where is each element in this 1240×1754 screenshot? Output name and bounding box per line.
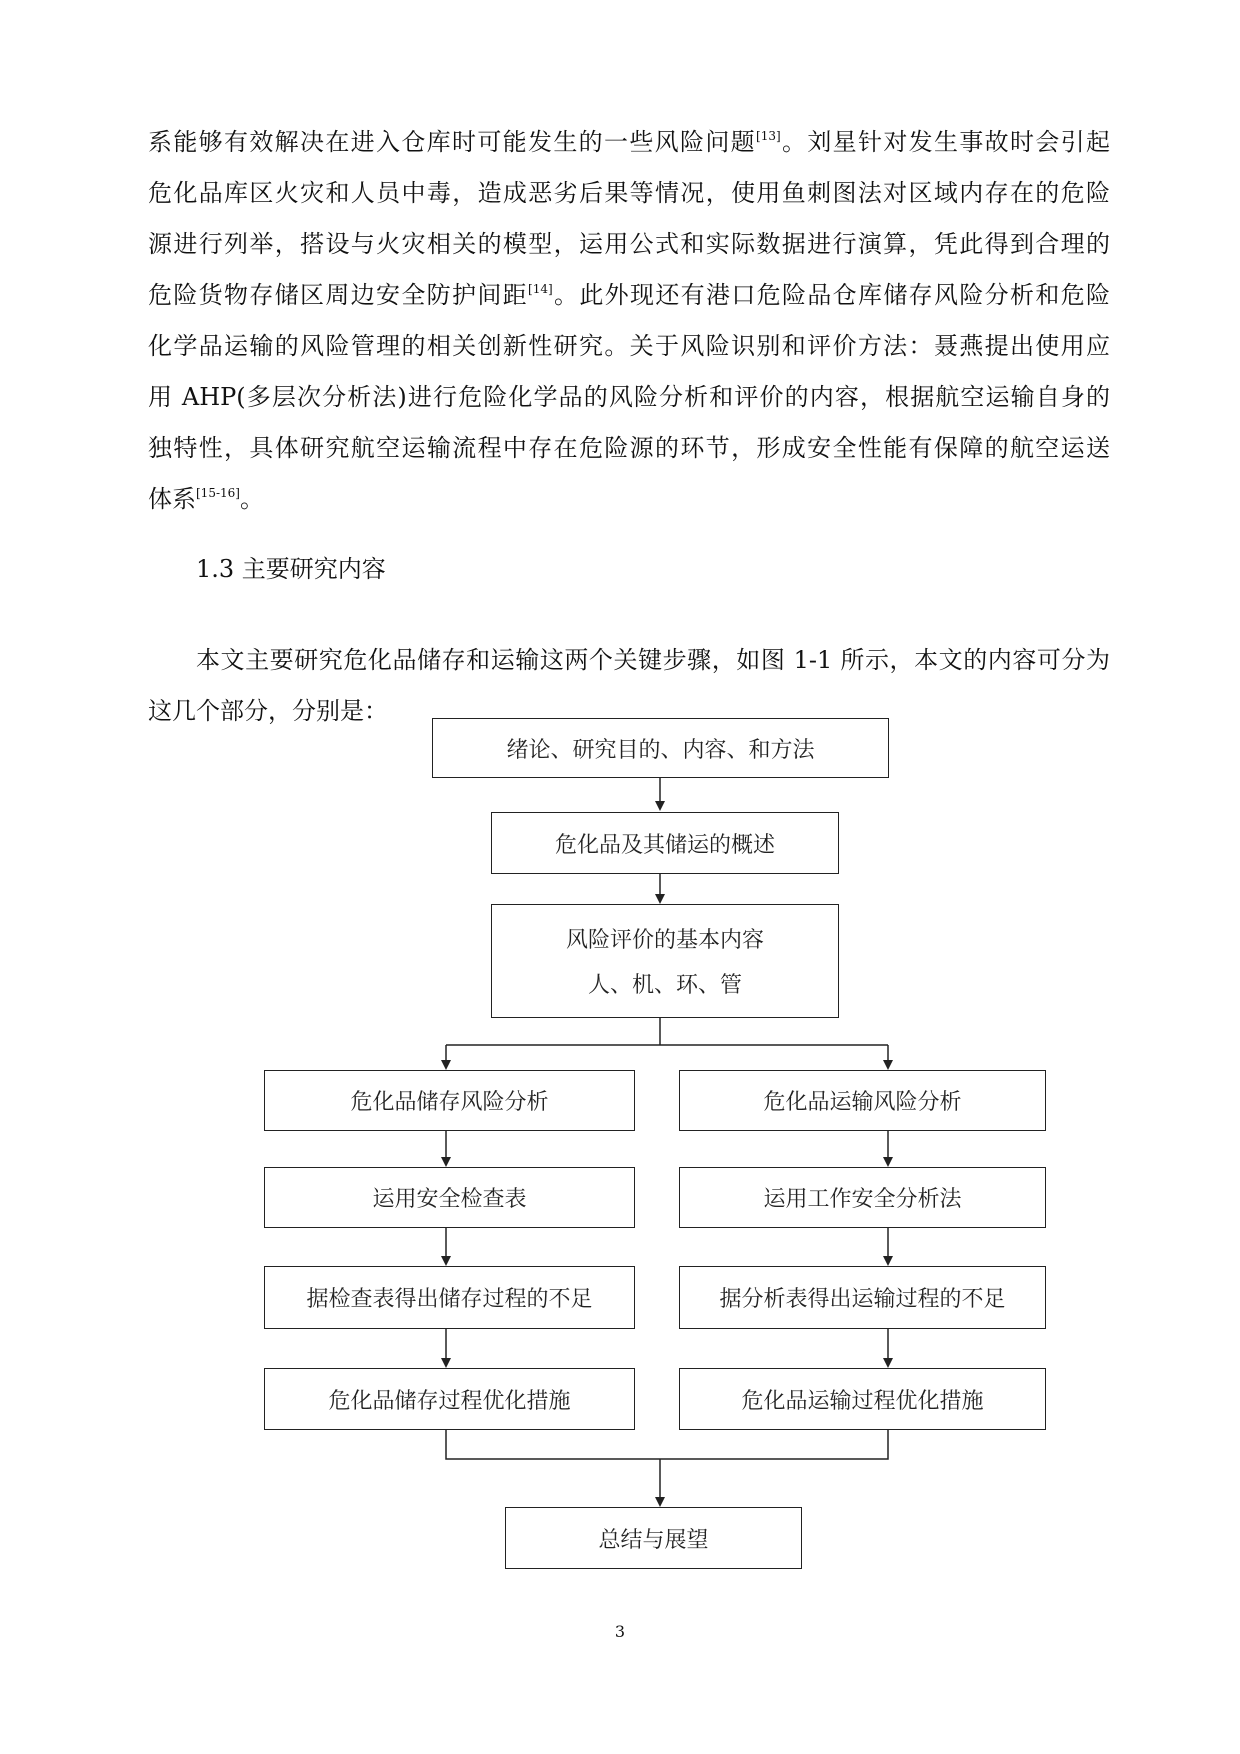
flow-box-storage-checklist: 运用安全检查表	[264, 1167, 635, 1228]
text-line: 源进行列举，搭设与火灾相关的模型，运用公式和实际数据进行演算，凭此得到合理的	[148, 230, 1110, 258]
citation-ref[interactable]: [14]	[528, 282, 553, 296]
flow-box-risk-basics: 风险评价的基本内容 人、机、环、管	[491, 904, 839, 1018]
text-line: 用 AHP(多层次分析法)进行危险化学品的风险分析和评价的内容，根据航空运输自身的	[148, 383, 1110, 411]
flow-box-overview: 危化品及其储运的概述	[491, 812, 839, 874]
text-line: 化学品运输的风险管理的相关创新性研究。关于风险识别和评价方法：聂燕提出使用应	[148, 332, 1110, 360]
text-line: 独特性，具体研究航空运输流程中存在危险源的环节，形成安全性能有保障的航空运送	[148, 434, 1110, 462]
connector-merge	[446, 1430, 888, 1459]
flow-box-storage-optimization: 危化品储存过程优化措施	[264, 1368, 635, 1430]
flow-box-transport-optimization: 危化品运输过程优化措施	[679, 1368, 1046, 1430]
flow-box-transport-deficiency: 据分析表得出运输过程的不足	[679, 1266, 1046, 1329]
flow-box-conclusion: 总结与展望	[505, 1507, 802, 1569]
flow-box-transport-analysis: 危化品运输风险分析	[679, 1070, 1046, 1131]
text-line: 危险货物存储区周边安全防护间距[14]。此外现还有港口危险品仓库储存风险分析和危险	[148, 281, 1111, 309]
flow-box-storage-deficiency: 据检查表得出储存过程的不足	[264, 1266, 635, 1329]
flow-box-transport-jsa: 运用工作安全分析法	[679, 1167, 1046, 1228]
citation-ref[interactable]: [13]	[756, 129, 781, 143]
flow-box-storage-analysis: 危化品储存风险分析	[264, 1070, 635, 1131]
page-number: 3	[614, 1622, 626, 1641]
text-line: 这几个部分，分别是：	[148, 697, 388, 725]
text-line: 系能够有效解决在进入仓库时可能发生的一些风险问题[13]。刘星针对发生事故时会引起	[148, 128, 1110, 156]
flow-box-intro: 绪论、研究目的、内容、和方法	[432, 718, 889, 778]
text-line: 本文主要研究危化品储存和运输这两个关键步骤，如图 1-1 所示，本文的内容可分为	[196, 646, 1110, 674]
section-heading: 1.3 主要研究内容	[196, 555, 386, 583]
text-line: 危化品库区火灾和人员中毒，造成恶劣后果等情况，使用鱼刺图法对区域内存在的危险	[148, 179, 1110, 207]
citation-ref[interactable]: [15-16]	[196, 486, 240, 500]
text-line: 体系[15-16]。	[148, 485, 264, 513]
